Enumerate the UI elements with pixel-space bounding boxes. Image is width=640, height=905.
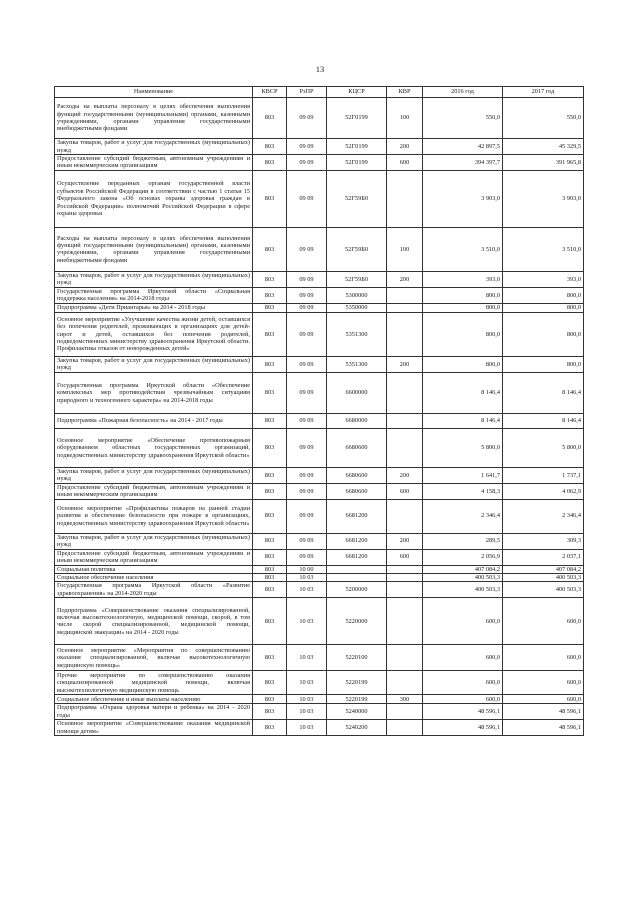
cell-name: Подпрограмма «Охрана здоровья матери и ребенка» на 2014 - 2020 годы <box>55 704 253 720</box>
cell-name: Основное мероприятие «Улучшение качества жизни детей, оставшихся без попечения родителей, проживающих в организациях для детей-сирот и детей, оставшихся без попечения родителей, подведомственных министерству здравоохранения Иркутской области. Профилактика отказов от новорожденных детей» <box>55 312 253 356</box>
cell-name: Основное мероприятие «Обеспечение противопожарным оборудованием областных государственных организаций, подведомственных министерству здравоохранения Иркутской области» <box>55 428 253 467</box>
cell-kvsr: 803 <box>253 155 287 171</box>
cell-rzpr: 09 09 <box>287 533 327 549</box>
header-kvr: КВР <box>387 87 423 98</box>
table-row <box>55 533 584 549</box>
cell-kvsr: 803 <box>253 704 287 720</box>
cell-2017: 45 329,5 <box>503 139 584 155</box>
cell-kcsr: 6600000 <box>327 372 387 413</box>
cell-kvsr: 803 <box>253 98 287 139</box>
cell-kvr: 100 <box>387 98 423 139</box>
cell-kvr <box>387 303 423 312</box>
cell-2017: 800,0 <box>503 356 584 372</box>
cell-name: Прочие мероприятия по совершенствованию оказания специализированной медицинской помощи, включая высокотехнологичную медицинскую помощь <box>55 671 253 695</box>
cell-rzpr: 10 00 <box>287 565 327 573</box>
cell-2017: 309,3 <box>503 533 584 549</box>
cell-2016: 4 158,3 <box>423 483 503 499</box>
table-row <box>55 704 584 720</box>
cell-kvr <box>387 720 423 736</box>
cell-rzpr: 09 09 <box>287 483 327 499</box>
cell-2017: 600,0 <box>503 695 584 704</box>
cell-name: Закупка товаров, работ и услуг для государственных (муниципальных) нужд <box>55 271 253 287</box>
table-row <box>55 303 584 312</box>
cell-kvsr: 803 <box>253 671 287 695</box>
cell-rzpr: 10 03 <box>287 695 327 704</box>
cell-kvsr: 803 <box>253 720 287 736</box>
cell-2017: 800,0 <box>503 287 584 303</box>
cell-kcsr: 5351300 <box>327 312 387 356</box>
cell-2016: 2 056,9 <box>423 549 503 565</box>
cell-kvr: 100 <box>387 227 423 271</box>
cell-kcsr: 5240200 <box>327 720 387 736</box>
cell-kvr <box>387 671 423 695</box>
cell-kcsr: 5220199 <box>327 671 387 695</box>
cell-2016: 3 903,0 <box>423 170 503 227</box>
cell-rzpr: 10 03 <box>287 573 327 581</box>
cell-name: Закупка товаров, работ и услуг для государственных (муниципальных) нужд <box>55 533 253 549</box>
cell-kvsr: 803 <box>253 227 287 271</box>
cell-2017: 800,0 <box>503 312 584 356</box>
table-row <box>55 598 584 645</box>
cell-rzpr: 09 09 <box>287 549 327 565</box>
cell-name: Государственная программа Иркутской области «Развитие здравоохранения» на 2014-2020 годы <box>55 582 253 598</box>
cell-2017: 48 596,1 <box>503 720 584 736</box>
table-header-row <box>55 87 584 98</box>
cell-name: Закупка товаров, работ и услуг для государственных (муниципальных) нужд <box>55 139 253 155</box>
cell-2017: 600,0 <box>503 671 584 695</box>
cell-kcsr: 6680600 <box>327 428 387 467</box>
table-row <box>55 139 584 155</box>
cell-kvsr: 803 <box>253 139 287 155</box>
cell-kvr: 600 <box>387 155 423 171</box>
cell-kvr: 200 <box>387 139 423 155</box>
cell-2016: 5 800,0 <box>423 428 503 467</box>
cell-2017: 393,0 <box>503 271 584 287</box>
cell-rzpr: 09 09 <box>287 170 327 227</box>
cell-kcsr: 52Г0199 <box>327 98 387 139</box>
cell-2016: 600,0 <box>423 671 503 695</box>
cell-name: Закупка товаров, работ и услуг для государственных (муниципальных) нужд <box>55 467 253 483</box>
page-number: 13 <box>315 64 325 74</box>
cell-kvsr: 803 <box>253 287 287 303</box>
cell-name: Основное мероприятие «Совершенствование оказания медицинской помощи детям» <box>55 720 253 736</box>
cell-kvr <box>387 428 423 467</box>
cell-name: Социальная политика <box>55 565 253 573</box>
cell-kvr: 600 <box>387 549 423 565</box>
cell-kcsr: 5351300 <box>327 356 387 372</box>
table-row <box>55 227 584 271</box>
cell-kvr <box>387 704 423 720</box>
cell-2016: 600,0 <box>423 695 503 704</box>
cell-name: Государственная программа Иркутской области «Обеспечение комплексных мер противодействия чрезвычайным ситуациям природного и техногенного характера» на 2014-2018 годы <box>55 372 253 413</box>
table-body <box>55 98 584 736</box>
cell-rzpr: 09 09 <box>287 413 327 428</box>
cell-rzpr: 10 03 <box>287 598 327 645</box>
cell-kcsr <box>327 565 387 573</box>
cell-kvsr: 803 <box>253 598 287 645</box>
cell-rzpr: 09 09 <box>287 98 327 139</box>
header-name: Наименование <box>55 87 253 98</box>
cell-2016: 289,5 <box>423 533 503 549</box>
cell-2016: 8 146,4 <box>423 372 503 413</box>
cell-kcsr: 5220000 <box>327 598 387 645</box>
table-row <box>55 413 584 428</box>
table-row <box>55 499 584 533</box>
cell-2016: 800,0 <box>423 356 503 372</box>
cell-2017: 8 146,4 <box>503 372 584 413</box>
cell-2017: 2 346,4 <box>503 499 584 533</box>
table-row <box>55 98 584 139</box>
cell-kcsr: 6680600 <box>327 483 387 499</box>
cell-rzpr: 10 03 <box>287 582 327 598</box>
table-row <box>55 573 584 581</box>
cell-rzpr: 09 09 <box>287 467 327 483</box>
header-kcsr: КЦСР <box>327 87 387 98</box>
cell-2016: 800,0 <box>423 287 503 303</box>
cell-2016: 393,0 <box>423 271 503 287</box>
cell-2017: 48 596,1 <box>503 704 584 720</box>
cell-2017: 4 062,9 <box>503 483 584 499</box>
header-2017: 2017 год <box>503 87 584 98</box>
cell-kcsr: 5220100 <box>327 645 387 671</box>
header-2016: 2016 год <box>423 87 503 98</box>
cell-2017: 400 503,3 <box>503 582 584 598</box>
cell-2016: 550,0 <box>423 98 503 139</box>
cell-rzpr: 09 09 <box>287 499 327 533</box>
table-row <box>55 287 584 303</box>
cell-kvsr: 803 <box>253 372 287 413</box>
cell-kcsr: 6680600 <box>327 467 387 483</box>
cell-name: Подпрограмма «Совершенствование оказания специализированной, включая высокотехнологичную, медицинской помощи, скорой, в том числе скорой специализированной, медицинской помощи, медицинской эвакуации» на 2014 - 2020 годы <box>55 598 253 645</box>
cell-kvsr: 803 <box>253 303 287 312</box>
cell-kvr <box>387 598 423 645</box>
cell-kcsr: 52Г0199 <box>327 155 387 171</box>
cell-2017: 800,0 <box>503 303 584 312</box>
table-row <box>55 720 584 736</box>
cell-2017: 600,0 <box>503 645 584 671</box>
cell-rzpr: 09 09 <box>287 155 327 171</box>
cell-kcsr: 5220199 <box>327 695 387 704</box>
cell-2017: 407 084,2 <box>503 565 584 573</box>
cell-name: Основное мероприятие «Мероприятия по совершенствованию оказания специализированной, включая высокотехнологичную медицинскую помощь» <box>55 645 253 671</box>
cell-2017: 3 510,0 <box>503 227 584 271</box>
cell-2016: 400 503,3 <box>423 573 503 581</box>
cell-rzpr: 09 09 <box>287 428 327 467</box>
cell-kcsr: 5240000 <box>327 704 387 720</box>
cell-kvr <box>387 372 423 413</box>
cell-kcsr: 5350000 <box>327 303 387 312</box>
cell-kvr: 300 <box>387 695 423 704</box>
cell-2016: 42 897,5 <box>423 139 503 155</box>
cell-kvr: 200 <box>387 271 423 287</box>
cell-2016: 407 084,2 <box>423 565 503 573</box>
cell-kvr <box>387 312 423 356</box>
cell-rzpr: 10 03 <box>287 671 327 695</box>
cell-2016: 800,0 <box>423 303 503 312</box>
cell-rzpr: 10 03 <box>287 704 327 720</box>
table-row <box>55 582 584 598</box>
cell-kvsr: 803 <box>253 582 287 598</box>
cell-rzpr: 10 03 <box>287 720 327 736</box>
cell-kvsr: 803 <box>253 573 287 581</box>
cell-rzpr: 10 03 <box>287 645 327 671</box>
cell-rzpr: 09 09 <box>287 372 327 413</box>
cell-rzpr: 09 09 <box>287 271 327 287</box>
table-row <box>55 170 584 227</box>
cell-kvsr: 803 <box>253 645 287 671</box>
cell-name: Расходы на выплаты персоналу в целях обеспечения выполнения функций государственными (муниципальными) органами, казенными учреждениями, органами управления государственными внебюджетными фондами <box>55 98 253 139</box>
cell-kvsr: 803 <box>253 467 287 483</box>
cell-kcsr: 6680000 <box>327 413 387 428</box>
cell-2016: 2 346,4 <box>423 499 503 533</box>
cell-kvr <box>387 573 423 581</box>
table-row <box>55 671 584 695</box>
cell-kvsr: 803 <box>253 170 287 227</box>
cell-2016: 48 596,1 <box>423 720 503 736</box>
cell-kvr <box>387 582 423 598</box>
cell-rzpr: 09 09 <box>287 356 327 372</box>
cell-kvsr: 803 <box>253 695 287 704</box>
cell-name: Расходы на выплаты персоналу в целях обеспечения выполнения функций государственными (муниципальными) органами, казенными учреждениями, органами управления государственными внебюджетными фондами <box>55 227 253 271</box>
cell-name: Предоставление субсидий бюджетным, автономным учреждениям и иным некоммерческим организациям <box>55 483 253 499</box>
cell-2016: 48 596,1 <box>423 704 503 720</box>
table-row <box>55 565 584 573</box>
cell-name: Основное мероприятие «Профилактика пожаров на ранней стадии развития и обеспечение безопасности при пожаре в организациях, подведомственных министерству здравоохранения Иркутской области» <box>55 499 253 533</box>
cell-name: Социальное обеспечение населения <box>55 573 253 581</box>
cell-name: Закупка товаров, работ и услуг для государственных (муниципальных) нужд <box>55 356 253 372</box>
cell-kcsr: 5300000 <box>327 287 387 303</box>
cell-kcsr: 52Г59Б0 <box>327 170 387 227</box>
cell-kvr <box>387 645 423 671</box>
cell-name: Предоставление субсидий бюджетным, автономным учреждениям и иным некоммерческим организациям <box>55 155 253 171</box>
cell-2016: 3 510,0 <box>423 227 503 271</box>
table-row <box>55 356 584 372</box>
cell-kvr <box>387 413 423 428</box>
cell-kcsr: 52Г59Б0 <box>327 227 387 271</box>
cell-kvsr: 803 <box>253 483 287 499</box>
cell-2017: 1 737,1 <box>503 467 584 483</box>
cell-kcsr: 6681200 <box>327 499 387 533</box>
cell-name: Подпрограмма «Пожарная безопасность» на 2014 - 2017 годы <box>55 413 253 428</box>
cell-rzpr: 09 09 <box>287 303 327 312</box>
cell-rzpr: 09 09 <box>287 139 327 155</box>
cell-kvr: 600 <box>387 483 423 499</box>
cell-kvsr: 803 <box>253 413 287 428</box>
cell-rzpr: 09 09 <box>287 312 327 356</box>
table-row <box>55 467 584 483</box>
cell-kvr <box>387 565 423 573</box>
cell-2017: 600,0 <box>503 598 584 645</box>
cell-2017: 391 965,8 <box>503 155 584 171</box>
cell-2017: 400 503,3 <box>503 573 584 581</box>
table-row <box>55 372 584 413</box>
cell-2016: 1 641,7 <box>423 467 503 483</box>
cell-name: Осуществление переданных органам государственной власти субъектов Российской Федерации в соответствии с частью 1 статьи 15 Федерального закона «Об основах охраны здоровья граждан в Российской Федерации» полномочий Российской Федерации в сфере охраны здоровья <box>55 170 253 227</box>
table-row <box>55 312 584 356</box>
header-rzpr: РзПР <box>287 87 327 98</box>
cell-2017: 8 146,4 <box>503 413 584 428</box>
cell-2016: 800,0 <box>423 312 503 356</box>
cell-2016: 394 397,7 <box>423 155 503 171</box>
cell-kvsr: 803 <box>253 356 287 372</box>
cell-name: Государственная программа Иркутской области «Социальная поддержка населения» на 2014-2018 годы <box>55 287 253 303</box>
cell-kcsr: 52Г0199 <box>327 139 387 155</box>
cell-name: Подпрограмма «Дети Приангарья» на 2014 - 2018 годы <box>55 303 253 312</box>
table-row <box>55 695 584 704</box>
cell-kvr: 200 <box>387 467 423 483</box>
table-row <box>55 549 584 565</box>
cell-2017: 5 800,0 <box>503 428 584 467</box>
cell-kcsr: 6681200 <box>327 549 387 565</box>
cell-kcsr: 52Г59Б0 <box>327 271 387 287</box>
cell-kvsr: 803 <box>253 312 287 356</box>
table-row <box>55 645 584 671</box>
cell-kvsr: 803 <box>253 565 287 573</box>
cell-kcsr: 5200000 <box>327 582 387 598</box>
cell-kvsr: 803 <box>253 533 287 549</box>
cell-rzpr: 09 09 <box>287 287 327 303</box>
cell-kcsr <box>327 573 387 581</box>
cell-2016: 400 503,3 <box>423 582 503 598</box>
table-row <box>55 428 584 467</box>
cell-kvr: 200 <box>387 356 423 372</box>
table-row <box>55 483 584 499</box>
cell-2016: 8 146,4 <box>423 413 503 428</box>
cell-rzpr: 09 09 <box>287 227 327 271</box>
cell-2017: 550,0 <box>503 98 584 139</box>
cell-name: Предоставление субсидий бюджетным, автономным учреждениям и иным некоммерческим организациям <box>55 549 253 565</box>
cell-2017: 3 903,0 <box>503 170 584 227</box>
cell-2017: 2 037,1 <box>503 549 584 565</box>
cell-kvr: 200 <box>387 533 423 549</box>
cell-kvsr: 803 <box>253 549 287 565</box>
cell-name: Социальное обеспечение и иные выплаты населению <box>55 695 253 704</box>
budget-table <box>54 86 584 736</box>
table-row <box>55 271 584 287</box>
cell-kcsr: 6681200 <box>327 533 387 549</box>
cell-kvr <box>387 499 423 533</box>
table-row <box>55 155 584 171</box>
cell-kvsr: 803 <box>253 428 287 467</box>
cell-2016: 600,0 <box>423 645 503 671</box>
cell-2016: 600,0 <box>423 598 503 645</box>
cell-kvsr: 803 <box>253 499 287 533</box>
cell-kvsr: 803 <box>253 271 287 287</box>
cell-kvr <box>387 170 423 227</box>
header-kvsr: КВСР <box>253 87 287 98</box>
cell-kvr <box>387 287 423 303</box>
